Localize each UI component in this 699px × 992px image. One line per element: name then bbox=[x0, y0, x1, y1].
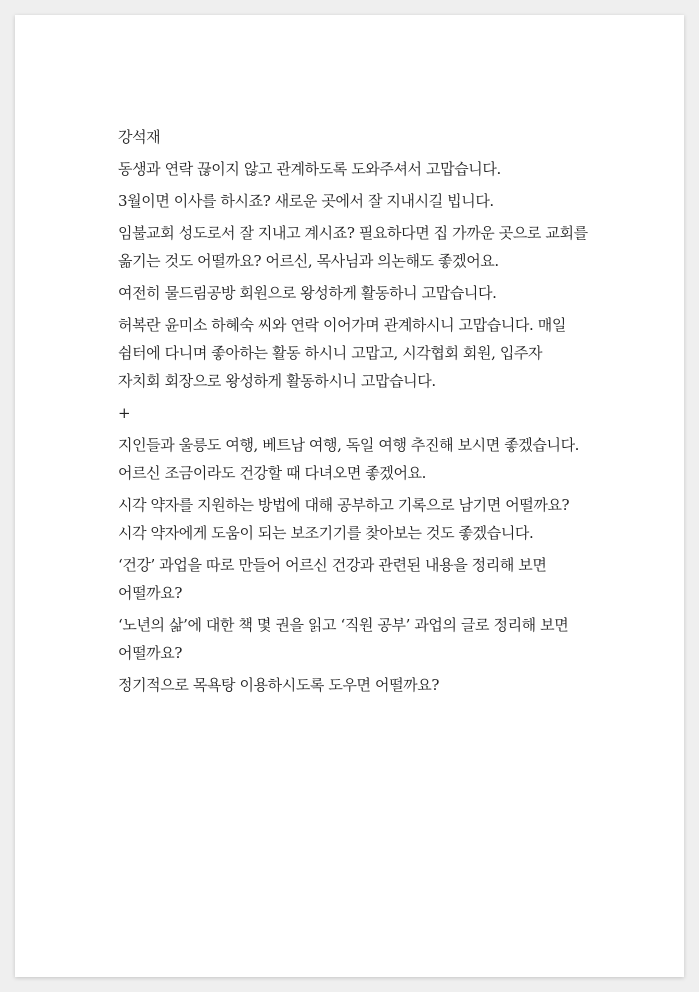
paragraph: 동생과 연락 끊이지 않고 관계하도록 도와주셔서 고맙습니다. bbox=[118, 160, 501, 178]
paragraph: 3월이면 이사를 하시죠? 새로운 곳에서 잘 지내시길 빕니다. bbox=[118, 192, 494, 210]
document-body bbox=[118, 123, 588, 703]
paragraph: 시각 약자를 지원하는 방법에 대해 공부하고 기록으로 남기면 어떨까요? 시각 약자에게 도움이 되는 보조기기를 찾아보는 것도 좋겠습니다. bbox=[118, 496, 570, 542]
paragraph: 허복란 윤미소 하혜숙 씨와 연락 이어가며 관계하시니 고맙습니다. 매일 쉼터에 다니며 좋아하는 활동 하시니 고맙고, 시각협회 회원, 입주자 자치회 회장으로 왕성하게 활동하시니 고맙습니다. bbox=[118, 316, 566, 390]
paragraph-separator: + bbox=[118, 404, 131, 422]
paragraph: 여전히 물드림공방 회원으로 왕성하게 활동하니 고맙습니다. bbox=[118, 284, 497, 302]
document-page bbox=[15, 15, 684, 977]
document-title: 강석재 bbox=[118, 128, 161, 146]
paragraph: 지인들과 울릉도 여행, 베트남 여행, 독일 여행 추진해 보시면 좋겠습니다. 어르신 조금이라도 건강할 때 다녀오면 좋겠어요. bbox=[118, 436, 580, 482]
paragraph: 정기적으로 목욕탕 이용하시도록 도우면 어떨까요? bbox=[118, 676, 440, 694]
paragraph: ‘건강’ 과업을 따로 만들어 어르신 건강과 관련된 내용을 정리해 보면 어떨까요? bbox=[118, 556, 547, 602]
paragraph: ‘노년의 삶’에 대한 책 몇 권을 읽고 ‘직원 공부’ 과업의 글로 정리해 보면 어떨까요? bbox=[118, 616, 569, 662]
paragraph: 임불교회 성도로서 잘 지내고 계시죠? 필요하다면 집 가까운 곳으로 교회를 옮기는 것도 어떨까요? 어르신, 목사님과 의논해도 좋겠어요. bbox=[118, 224, 588, 270]
